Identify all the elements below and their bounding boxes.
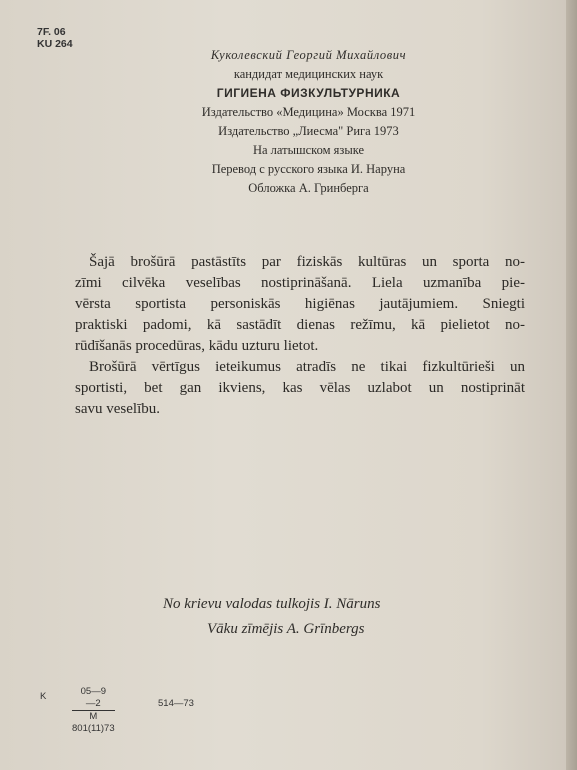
original-publisher: Издательство «Медицина» Москва 1971	[201, 105, 416, 119]
latvian-publisher: Издательство „Лиесма" Рига 1973	[218, 124, 399, 138]
text-line	[75, 399, 525, 420]
text-line-content: savu veselību.	[75, 401, 160, 417]
text-line-content: vērsta sportista personiskās higiēnas jautājumiem. Sniegti	[75, 296, 525, 312]
text-line	[75, 273, 525, 294]
udc-line-2: KU 264	[37, 38, 73, 50]
text-line: Šajā brošūrā pastāstīts par fiziskās kultūras un sporta no-	[89, 254, 525, 270]
translation-note: Перевод с русского языка И. Наруна	[211, 162, 406, 176]
index-denominator: M 801(11)73	[72, 711, 115, 734]
index-fraction	[72, 686, 115, 735]
author-degree: кандидат медицинских наук	[233, 67, 384, 81]
index-numerator: 05—9—2	[72, 686, 115, 711]
text-line	[75, 378, 525, 399]
index-code: 514—73	[158, 698, 194, 709]
translation-credits	[163, 592, 381, 642]
language-note: На латышском языке	[252, 143, 365, 157]
text-line-content: praktiski padomi, kā sastādīt dienas režīmu, kā pielietot no-	[75, 317, 525, 333]
index-letter: K	[40, 691, 47, 702]
abstract-paragraph-1	[75, 252, 525, 273]
original-title: ГИГИЕНА ФИЗКУЛЬТУРНИКА	[216, 86, 401, 100]
udc-line-1: 7F. 06	[37, 26, 66, 38]
cover-artist-credit: Vāku zīmējis A. Grīnbergs	[207, 621, 365, 637]
text-line	[75, 336, 525, 357]
abstract-paragraph-2	[75, 357, 525, 378]
original-author: Куколевский Георгий Михайлович	[210, 48, 407, 62]
text-line-content: sportisti, bet gan ikviens, kas vēlas uzlabot un nostiprināt	[75, 380, 525, 396]
text-line: Brošūrā vērtīgus ieteikumus atradīs ne tikai fizkultūrieši un	[89, 359, 525, 375]
bibliographic-block	[0, 46, 577, 198]
text-line-content: zīmi cilvēka veselības nostiprināšanā. Liela uzmanība pie-	[75, 275, 525, 291]
text-line-content: rūdīšanās procedūras, kādu uzturu lietot.	[75, 338, 319, 354]
abstract-text	[75, 252, 525, 420]
text-line	[75, 315, 525, 336]
text-line	[75, 294, 525, 315]
cover-note: Обложка А. Гринберга	[248, 181, 369, 195]
translator-credit: No krievu valodas tulkojis I. Nāruns	[163, 596, 381, 612]
